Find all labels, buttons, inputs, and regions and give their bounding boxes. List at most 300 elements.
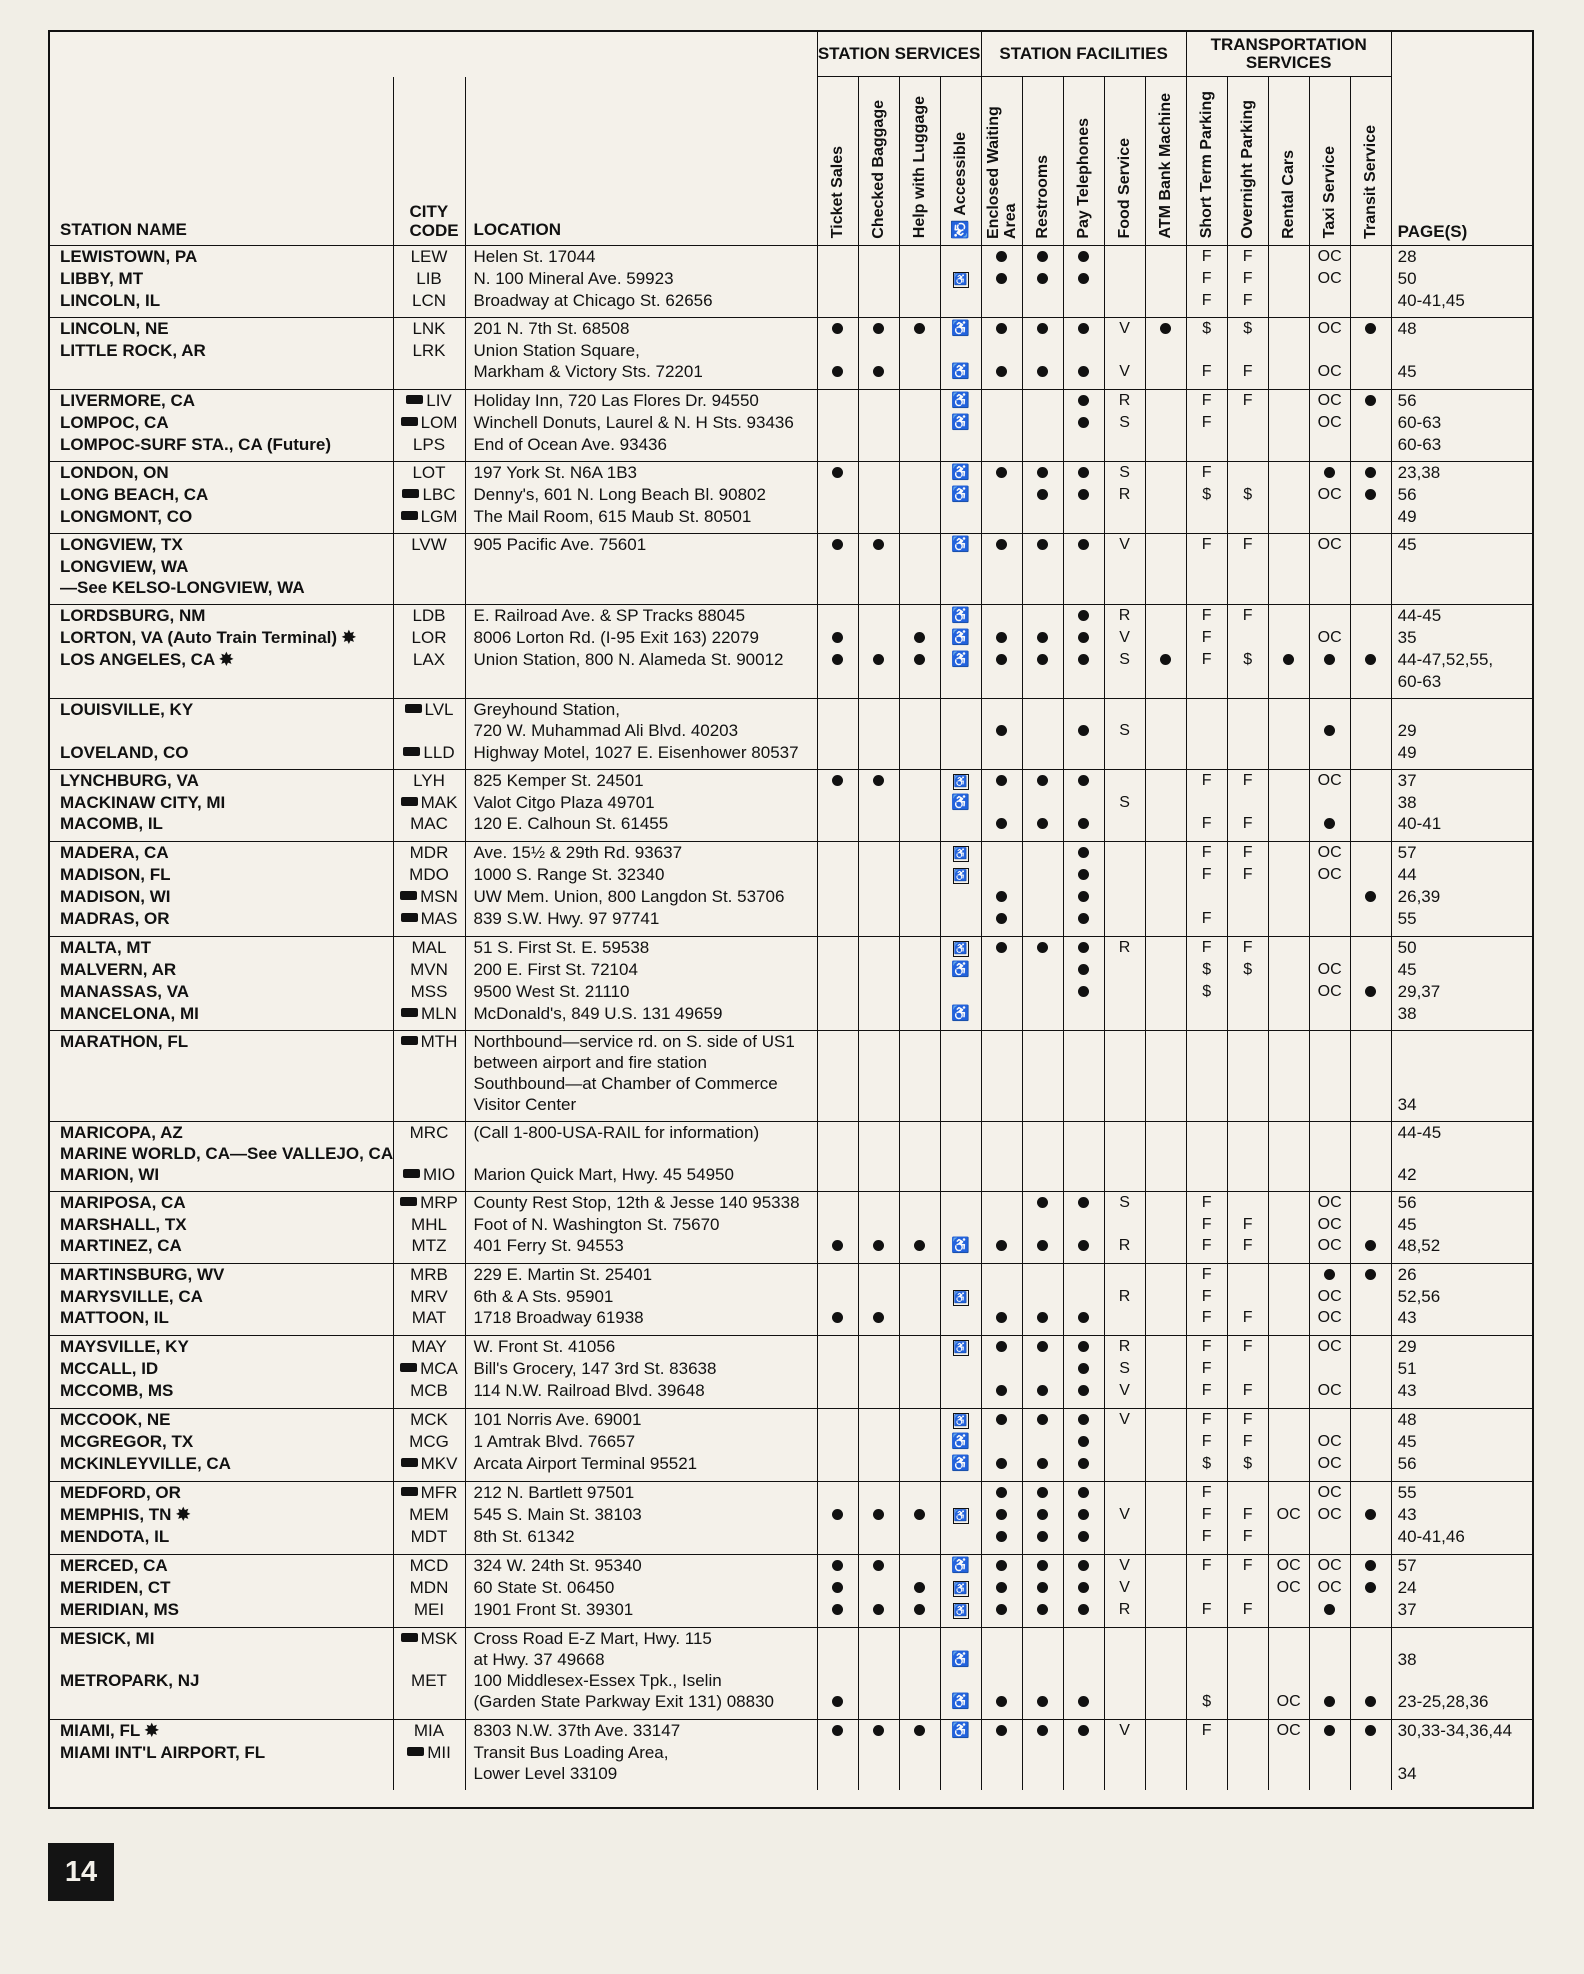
- service-cell: [1350, 959, 1391, 981]
- city-code: [393, 1627, 465, 1649]
- location: 201 N. 7th St. 68508: [465, 317, 817, 340]
- service-cell: [1350, 1121, 1391, 1143]
- service-cell: [858, 412, 899, 434]
- service-cell: [1309, 1003, 1350, 1024]
- city-code: [393, 813, 465, 835]
- service-cell: OC: [1268, 1719, 1309, 1742]
- service-cell: [1268, 1526, 1309, 1548]
- pages: [1391, 1052, 1532, 1073]
- service-cell: [1227, 1052, 1268, 1073]
- service-cell: F: [1227, 245, 1268, 268]
- station-group: [50, 1719, 1532, 1790]
- station-group: [50, 936, 1532, 1030]
- pages: 57: [1391, 1554, 1532, 1577]
- service-cell: F: [1227, 1431, 1268, 1453]
- filled-dot-icon: [817, 1577, 858, 1599]
- service-cell: V: [1104, 361, 1145, 383]
- header-enclosed-waiting: Enclosed Waiting Area: [984, 105, 1019, 239]
- service-cell: [817, 290, 858, 311]
- city-code: [393, 864, 465, 886]
- table-row: [50, 908, 1532, 930]
- service-cell: [1063, 1263, 1104, 1286]
- service-cell: R: [1104, 936, 1145, 959]
- service-cell: [858, 389, 899, 412]
- city-code: [393, 1235, 465, 1257]
- service-cell: S: [1104, 412, 1145, 434]
- station-name: LORDSBURG, NM: [60, 605, 206, 625]
- filled-dot-icon: [1309, 813, 1350, 835]
- pages: 56: [1391, 389, 1532, 412]
- service-cell: [1350, 1052, 1391, 1073]
- table-row: [50, 792, 1532, 813]
- filled-dot-icon: [1022, 1191, 1063, 1214]
- city-code: [393, 649, 465, 671]
- service-cell: [899, 769, 940, 792]
- service-cell: [1104, 245, 1145, 268]
- service-cell: V: [1104, 1554, 1145, 1577]
- table-row: [50, 720, 1532, 742]
- location: Visitor Center: [465, 1094, 817, 1115]
- station-group: [50, 698, 1532, 769]
- filled-dot-icon: [899, 627, 940, 649]
- station-name: MESICK, MI: [60, 1628, 155, 1648]
- station-name: MARICOPA, AZ: [60, 1122, 183, 1142]
- city-code-text: MAY: [411, 1336, 447, 1356]
- service-cell: [899, 1627, 940, 1649]
- service-cell: [1022, 720, 1063, 742]
- city-code: [393, 1504, 465, 1526]
- service-cell: [1063, 1073, 1104, 1094]
- filled-dot-icon: [1022, 1599, 1063, 1621]
- service-cell: [940, 1143, 981, 1164]
- service-cell: [1350, 1307, 1391, 1329]
- filled-dot-icon: [981, 769, 1022, 792]
- service-cell: [1022, 671, 1063, 692]
- pages: [1391, 1073, 1532, 1094]
- station-name: LONGVIEW, WA: [60, 556, 189, 576]
- service-cell: [858, 959, 899, 981]
- service-cell: [858, 1052, 899, 1073]
- city-code: [393, 1358, 465, 1380]
- city-code: [393, 1691, 465, 1713]
- header-transit-service: Transit Service: [1362, 124, 1380, 239]
- service-cell: $: [1186, 959, 1227, 981]
- table-row: [50, 813, 1532, 835]
- service-cell: OC: [1309, 1504, 1350, 1526]
- filled-dot-icon: [981, 533, 1022, 556]
- service-cell: [1227, 1094, 1268, 1115]
- service-cell: [1227, 1030, 1268, 1052]
- filled-dot-icon: [1022, 1577, 1063, 1599]
- service-cell: [1104, 1649, 1145, 1670]
- service-cell: [1186, 1649, 1227, 1670]
- service-cell: [940, 908, 981, 930]
- service-cell: [1350, 1003, 1391, 1024]
- city-code-text: MFR: [420, 1482, 458, 1502]
- pages: 29,37: [1391, 981, 1532, 1003]
- filled-dot-icon: [817, 1504, 858, 1526]
- service-cell: OC: [1268, 1554, 1309, 1577]
- service-cell: [981, 1094, 1022, 1115]
- city-code: [393, 742, 465, 763]
- service-cell: [1022, 698, 1063, 720]
- service-cell: [899, 1030, 940, 1052]
- service-cell: [1350, 434, 1391, 455]
- station-name: LONGVIEW, TX: [60, 534, 183, 554]
- service-cell: [1145, 627, 1186, 649]
- filled-dot-icon: [1022, 361, 1063, 383]
- service-cell: F: [1186, 604, 1227, 627]
- service-cell: [940, 1742, 981, 1763]
- service-cell: [1186, 1627, 1227, 1649]
- service-cell: OC: [1309, 245, 1350, 268]
- service-cell: [858, 864, 899, 886]
- service-cell: [899, 1335, 940, 1358]
- service-cell: [1145, 361, 1186, 383]
- filled-dot-icon: [899, 1719, 940, 1742]
- service-cell: [981, 604, 1022, 627]
- filled-dot-icon: [981, 627, 1022, 649]
- service-cell: [817, 268, 858, 290]
- service-cell: [858, 268, 899, 290]
- service-cell: V: [1104, 1719, 1145, 1742]
- service-cell: OC: [1309, 1431, 1350, 1453]
- service-cell: [981, 1263, 1022, 1286]
- service-cell: [1145, 1481, 1186, 1504]
- service-cell: [940, 742, 981, 763]
- city-code: [393, 1670, 465, 1691]
- service-cell: [1268, 577, 1309, 598]
- filled-dot-icon: [1309, 1719, 1350, 1742]
- service-cell: [940, 340, 981, 361]
- service-cell: V: [1104, 627, 1145, 649]
- service-cell: [940, 434, 981, 455]
- pages: 40-41: [1391, 813, 1532, 835]
- filled-dot-icon: [1022, 1335, 1063, 1358]
- table-row: [50, 1504, 1532, 1526]
- service-cell: [1063, 1627, 1104, 1649]
- table-row: [50, 577, 1532, 598]
- table-row: [50, 1052, 1532, 1073]
- city-code: [393, 1380, 465, 1402]
- filled-dot-icon: [1063, 1554, 1104, 1577]
- table-row: [50, 627, 1532, 649]
- filled-dot-icon: [1022, 268, 1063, 290]
- service-cell: [1350, 1214, 1391, 1235]
- service-cell: [858, 1335, 899, 1358]
- station-name: MARATHON, FL: [60, 1031, 189, 1051]
- service-cell: [1350, 1380, 1391, 1402]
- service-cell: [1227, 1073, 1268, 1094]
- service-cell: [1309, 1052, 1350, 1073]
- service-cell: [1145, 245, 1186, 268]
- service-cell: [1022, 1214, 1063, 1235]
- station-name: MEMPHIS, TN ✸: [60, 1504, 191, 1524]
- service-cell: [1350, 1649, 1391, 1670]
- table-row: [50, 1143, 1532, 1164]
- service-cell: [1104, 908, 1145, 930]
- service-cell: F: [1186, 1526, 1227, 1548]
- service-cell: [1309, 1358, 1350, 1380]
- service-cell: [940, 1481, 981, 1504]
- filled-dot-icon: [1022, 1504, 1063, 1526]
- city-code-text: LIB: [416, 268, 442, 288]
- boxed-wheelchair-icon: ♿: [940, 936, 981, 959]
- service-cell: [899, 604, 940, 627]
- service-cell: OC: [1309, 1214, 1350, 1235]
- service-cell: [899, 1431, 940, 1453]
- station-name: LIVERMORE, CA: [60, 390, 196, 410]
- pages: 56: [1391, 484, 1532, 506]
- service-cell: [1022, 1742, 1063, 1763]
- service-cell: F: [1186, 1408, 1227, 1431]
- filled-dot-icon: [981, 936, 1022, 959]
- service-cell: [1104, 769, 1145, 792]
- service-cell: [1268, 1307, 1309, 1329]
- service-cell: [1145, 1235, 1186, 1257]
- city-code: [393, 1554, 465, 1577]
- service-cell: [1309, 1143, 1350, 1164]
- bus-icon: [400, 891, 417, 900]
- service-cell: [1268, 1431, 1309, 1453]
- service-cell: [858, 908, 899, 930]
- service-cell: F: [1186, 1481, 1227, 1504]
- filled-dot-icon: [899, 317, 940, 340]
- service-cell: [899, 506, 940, 527]
- service-cell: [1104, 556, 1145, 577]
- service-cell: [1104, 1121, 1145, 1143]
- service-cell: [1186, 720, 1227, 742]
- service-cell: [1268, 484, 1309, 506]
- service-cell: [940, 1763, 981, 1784]
- service-cell: [1227, 1143, 1268, 1164]
- city-code: [393, 268, 465, 290]
- service-cell: [1268, 841, 1309, 864]
- service-cell: [1104, 1094, 1145, 1115]
- filled-dot-icon: [817, 533, 858, 556]
- filled-dot-icon: [1063, 412, 1104, 434]
- filled-dot-icon: [1022, 245, 1063, 268]
- service-cell: [858, 1627, 899, 1649]
- service-cell: [1063, 340, 1104, 361]
- service-cell: [858, 1358, 899, 1380]
- table-row: [50, 1526, 1532, 1548]
- service-cell: [817, 698, 858, 720]
- service-cell: [1145, 1073, 1186, 1094]
- location: Markham & Victory Sts. 72201: [465, 361, 817, 383]
- service-cell: [858, 1526, 899, 1548]
- filled-dot-icon: [817, 1554, 858, 1577]
- service-cell: [1063, 1763, 1104, 1784]
- wheelchair-icon: ♿: [940, 1719, 981, 1742]
- city-code-text: MSS: [410, 981, 448, 1001]
- service-cell: F: [1227, 1235, 1268, 1257]
- location: Ave. 15½ & 29th Rd. 93637: [465, 841, 817, 864]
- city-code: [393, 434, 465, 455]
- boxed-wheelchair-icon: ♿: [940, 864, 981, 886]
- service-cell: [899, 1763, 940, 1784]
- city-code-text: MCK: [410, 1409, 448, 1429]
- service-cell: [1104, 1263, 1145, 1286]
- service-cell: [1227, 1121, 1268, 1143]
- service-cell: [940, 1191, 981, 1214]
- service-cell: [1268, 769, 1309, 792]
- service-cell: [1145, 1763, 1186, 1784]
- bus-icon: [403, 1169, 420, 1178]
- service-cell: OC: [1309, 1335, 1350, 1358]
- filled-dot-icon: [1350, 1235, 1391, 1257]
- wheelchair-icon: ♿: [940, 361, 981, 383]
- service-cell: [1063, 290, 1104, 311]
- service-cell: F: [1227, 1554, 1268, 1577]
- service-cell: [1145, 556, 1186, 577]
- service-cell: F: [1227, 864, 1268, 886]
- service-cell: OC: [1309, 1235, 1350, 1257]
- table-row: [50, 959, 1532, 981]
- bus-icon: [401, 511, 418, 520]
- service-cell: [817, 245, 858, 268]
- station-name: LOUISVILLE, KY: [60, 699, 194, 719]
- pages: 26,39: [1391, 886, 1532, 908]
- service-cell: [858, 1121, 899, 1143]
- city-code-text: MAT: [411, 1307, 447, 1327]
- location: Winchell Donuts, Laurel & N. H Sts. 93436: [465, 412, 817, 434]
- filled-dot-icon: [1022, 1453, 1063, 1475]
- station-name: LINCOLN, IL: [60, 290, 161, 310]
- filled-dot-icon: [817, 317, 858, 340]
- service-cell: [899, 1670, 940, 1691]
- wheelchair-icon: ♿: [940, 533, 981, 556]
- table-row: [50, 1164, 1532, 1185]
- service-cell: [1104, 290, 1145, 311]
- service-cell: [1022, 864, 1063, 886]
- service-cell: [1104, 1691, 1145, 1713]
- table-row: [50, 1408, 1532, 1431]
- pages: 24: [1391, 1577, 1532, 1599]
- service-cell: [1104, 1164, 1145, 1185]
- service-cell: [817, 389, 858, 412]
- filled-dot-icon: [1022, 1235, 1063, 1257]
- service-cell: [1063, 742, 1104, 763]
- service-cell: [1268, 1003, 1309, 1024]
- service-cell: [1104, 1526, 1145, 1548]
- station-name: MADISON, FL: [60, 864, 171, 884]
- service-cell: [1145, 1286, 1186, 1307]
- station-name: MENDOTA, IL: [60, 1526, 170, 1546]
- service-cell: [1145, 604, 1186, 627]
- service-cell: [940, 506, 981, 527]
- service-cell: [1350, 1481, 1391, 1504]
- service-cell: [1145, 1191, 1186, 1214]
- service-cell: [1145, 1358, 1186, 1380]
- table-row: [50, 604, 1532, 627]
- service-cell: [940, 1214, 981, 1235]
- service-cell: [1186, 671, 1227, 692]
- pages: 43: [1391, 1504, 1532, 1526]
- station-name: MACKINAW CITY, MI: [60, 792, 226, 812]
- service-cell: F: [1186, 245, 1227, 268]
- city-code: [393, 908, 465, 930]
- service-cell: [1268, 434, 1309, 455]
- filled-dot-icon: [858, 769, 899, 792]
- service-cell: [817, 864, 858, 886]
- service-cell: [817, 1030, 858, 1052]
- city-code-text: LVW: [411, 534, 447, 554]
- station-name: [50, 1073, 393, 1094]
- city-code-text: LOR: [411, 627, 447, 647]
- service-cell: [1227, 981, 1268, 1003]
- location: County Rest Stop, 12th & Jesse 140 95338: [465, 1191, 817, 1214]
- filled-dot-icon: [1063, 720, 1104, 742]
- pages: 34: [1391, 1094, 1532, 1115]
- service-cell: [817, 1263, 858, 1286]
- service-cell: [899, 1073, 940, 1094]
- city-code: [393, 1143, 465, 1164]
- station-group: [50, 317, 1532, 389]
- wheelchair-icon: ♿: [940, 389, 981, 412]
- service-cell: [981, 1431, 1022, 1453]
- service-cell: [1063, 1164, 1104, 1185]
- pages: 29: [1391, 720, 1532, 742]
- station-group: [50, 461, 1532, 533]
- table-row: [50, 671, 1532, 692]
- city-code-text: LOT: [412, 462, 446, 482]
- service-cell: F: [1227, 1214, 1268, 1235]
- filled-dot-icon: [981, 1235, 1022, 1257]
- boxed-wheelchair-icon: ♿: [940, 1286, 981, 1307]
- station-name: [50, 1763, 393, 1784]
- filled-dot-icon: [1063, 886, 1104, 908]
- service-cell: [1022, 506, 1063, 527]
- service-cell: [1145, 769, 1186, 792]
- service-cell: [1063, 1052, 1104, 1073]
- service-cell: F: [1186, 1358, 1227, 1380]
- location: W. Front St. 41056: [465, 1335, 817, 1358]
- pages: 38: [1391, 1003, 1532, 1024]
- service-cell: [1063, 1214, 1104, 1235]
- group-station-facilities: STATION FACILITIES: [981, 32, 1186, 77]
- service-cell: [1186, 698, 1227, 720]
- service-cell: [1309, 1742, 1350, 1763]
- pages: 50: [1391, 268, 1532, 290]
- city-code: [393, 1214, 465, 1235]
- service-cell: [1022, 959, 1063, 981]
- city-code: [393, 506, 465, 527]
- service-cell: [1145, 1526, 1186, 1548]
- service-cell: F: [1186, 1191, 1227, 1214]
- service-cell: [1268, 506, 1309, 527]
- service-cell: [940, 1121, 981, 1143]
- service-cell: [817, 1214, 858, 1235]
- service-cell: [1268, 389, 1309, 412]
- city-code: [393, 290, 465, 311]
- service-cell: [1186, 1073, 1227, 1094]
- station-name: MERIDIAN, MS: [60, 1599, 179, 1619]
- service-cell: S: [1104, 1191, 1145, 1214]
- location: N. 100 Mineral Ave. 59923: [465, 268, 817, 290]
- city-code: [393, 604, 465, 627]
- pages: 60-63: [1391, 434, 1532, 455]
- service-cell: [1227, 792, 1268, 813]
- service-cell: [817, 720, 858, 742]
- service-cell: [1186, 792, 1227, 813]
- service-cell: [1268, 245, 1309, 268]
- pages: 55: [1391, 1481, 1532, 1504]
- service-cell: OC: [1268, 1504, 1309, 1526]
- wheelchair-icon: ♿: [940, 1691, 981, 1713]
- filled-dot-icon: [981, 908, 1022, 930]
- service-cell: [1186, 1143, 1227, 1164]
